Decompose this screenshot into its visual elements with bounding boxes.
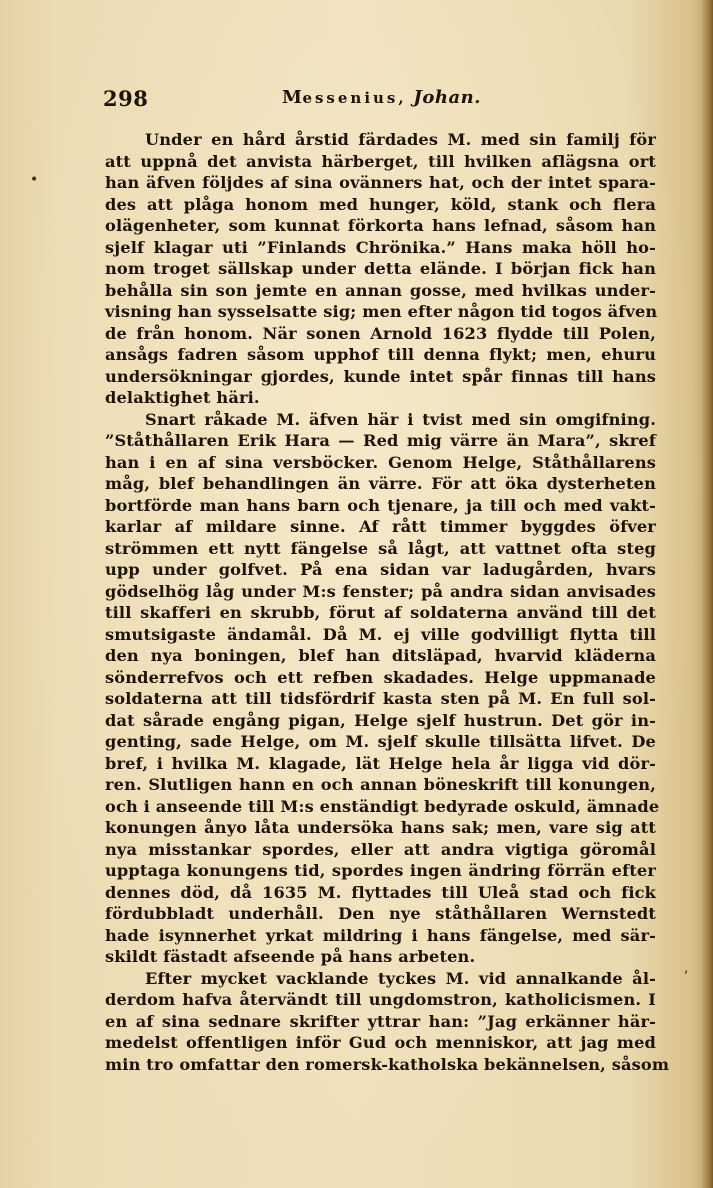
- text-line: bref, i hvilka M. klagade, lät Helge hela år ligga vid dör-: [105, 753, 656, 773]
- text-line: ”Ståthållaren Erik Hara — Red mig värre än Mara”, skref: [105, 431, 656, 450]
- text-line: den nya boningen, blef han ditsläpad, hvarvid kläderna: [105, 646, 656, 665]
- text-line: delaktighet häri.: [105, 388, 260, 407]
- text-line: till skafferi en skrubb, förut af soldaterna använd till det: [105, 603, 656, 622]
- text-line: en af sina sednare skrifter yttrar han: ”Jag erkänner här-: [105, 1011, 656, 1031]
- body-text: [105, 129, 670, 1075]
- text-line: ansågs fadren såsom upphof till denna flykt; men, ehuru: [105, 345, 656, 364]
- text-line: nom troget sällskap under detta elände. I början fick han: [105, 259, 656, 278]
- text-line: undersökningar gjordes, kunde intet spår finnas till hans: [105, 366, 656, 386]
- text-line: visning han sysselsatte sig; men efter någon tid togos äfven: [105, 302, 658, 321]
- text-line: Under en hård årstid färdades M. med sin familj för: [145, 130, 656, 149]
- text-line: skildt fästadt afseende på hans arbeten.: [105, 947, 476, 966]
- page-header: [0, 86, 713, 116]
- text-line: smutsigaste ändamål. Då M. ej ville godvilligt flytta till: [105, 624, 656, 644]
- text-line: des att plåga honom med hunger, köld, stank och flera: [105, 194, 656, 214]
- text-line: genting, sade Helge, om M. sjelf skulle tillsätta lifvet. De: [105, 732, 656, 751]
- text-line: dennes död, då 1635 M. flyttades till Uleå stad och fick: [105, 882, 656, 902]
- text-line: upptaga konungens tid, spordes ingen ändring förrän efter: [105, 861, 656, 880]
- page-edge-shadow: [701, 0, 713, 1188]
- text-line: Efter mycket vacklande tyckes M. vid annalkande ål-: [145, 968, 656, 988]
- margin-speck: ,: [684, 960, 689, 976]
- text-line: strömmen ett nytt fängelse så lågt, att vattnet ofta steg: [105, 538, 656, 558]
- text-line: sönderrefvos och ett refben skadades. Helge uppmanade: [105, 667, 656, 687]
- running-head-surname: essenius,: [302, 89, 407, 107]
- text-line: att uppnå det anvista härberget, till hvilken aflägsna ort: [105, 151, 656, 171]
- text-line: nya misstankar spordes, eller att andra vigtiga göromål: [105, 839, 656, 859]
- text-line: gödselhög låg under M:s fenster; på andra sidan anvisades: [105, 581, 656, 601]
- text-line: bortförde man hans barn och tjenare, ja till och med vakt-: [105, 495, 656, 515]
- text-line: medelst offentligen inför Gud och menniskor, att jag med: [105, 1033, 656, 1052]
- text-line: konungen ånyo låta undersöka hans sak; men, vare sig att: [105, 818, 656, 837]
- page-number: 298: [103, 86, 149, 111]
- text-line: upp under golfvet. På ena sidan var ladugården, hvars: [105, 560, 656, 579]
- text-line: måg, blef behandlingen än värre. För att öka dysterheten: [105, 474, 656, 493]
- text-line: min tro omfattar den romersk-katholska bekännelsen, såsom: [105, 1054, 670, 1074]
- running-head-given-name: Johan.: [413, 87, 482, 108]
- text-line: hade isynnerhet yrkat mildring i hans fängelse, med sär-: [105, 925, 656, 945]
- text-line: han i en af sina versböcker. Genom Helge, Ståthållarens: [105, 452, 656, 472]
- text-line: ren. Slutligen hann en och annan böneskrift till konungen,: [105, 775, 656, 794]
- text-line: och i anseende till M:s enständigt bedyrade oskuld, ämnade: [105, 796, 660, 816]
- text-line: fördubbladt underhåll. Den nye ståthållaren Wernstedt: [105, 904, 656, 923]
- running-head-initial: M: [282, 87, 303, 108]
- text-line: karlar af mildare sinne. Af rått timmer byggdes öfver: [105, 517, 656, 536]
- text-line: dat sårade engång pigan, Helge sjelf hustrun. Det gör in-: [105, 710, 656, 730]
- text-line: Snart råkade M. äfven här i tvist med sin omgifning.: [145, 409, 656, 429]
- text-line: han äfven följdes af sina ovänners hat, och der intet spara-: [105, 173, 656, 192]
- text-line: soldaterna att till tidsfördrif kasta sten på M. En full sol-: [105, 689, 656, 708]
- text-line: behålla sin son jemte en annan gosse, med hvilkas under-: [105, 280, 656, 300]
- text-line: de från honom. När sonen Arnold 1623 flydde till Polen,: [105, 323, 656, 343]
- running-head: [282, 87, 481, 108]
- text-line: derdom hafva återvändt till ungdomstron, katholicismen. I: [105, 990, 656, 1009]
- margin-speck: •: [30, 172, 39, 188]
- text-line: olägenheter, som kunnat förkorta hans lefnad, såsom han: [105, 216, 656, 235]
- text-line: sjelf klagar uti ”Finlands Chrönika.” Hans maka höll ho-: [105, 237, 656, 257]
